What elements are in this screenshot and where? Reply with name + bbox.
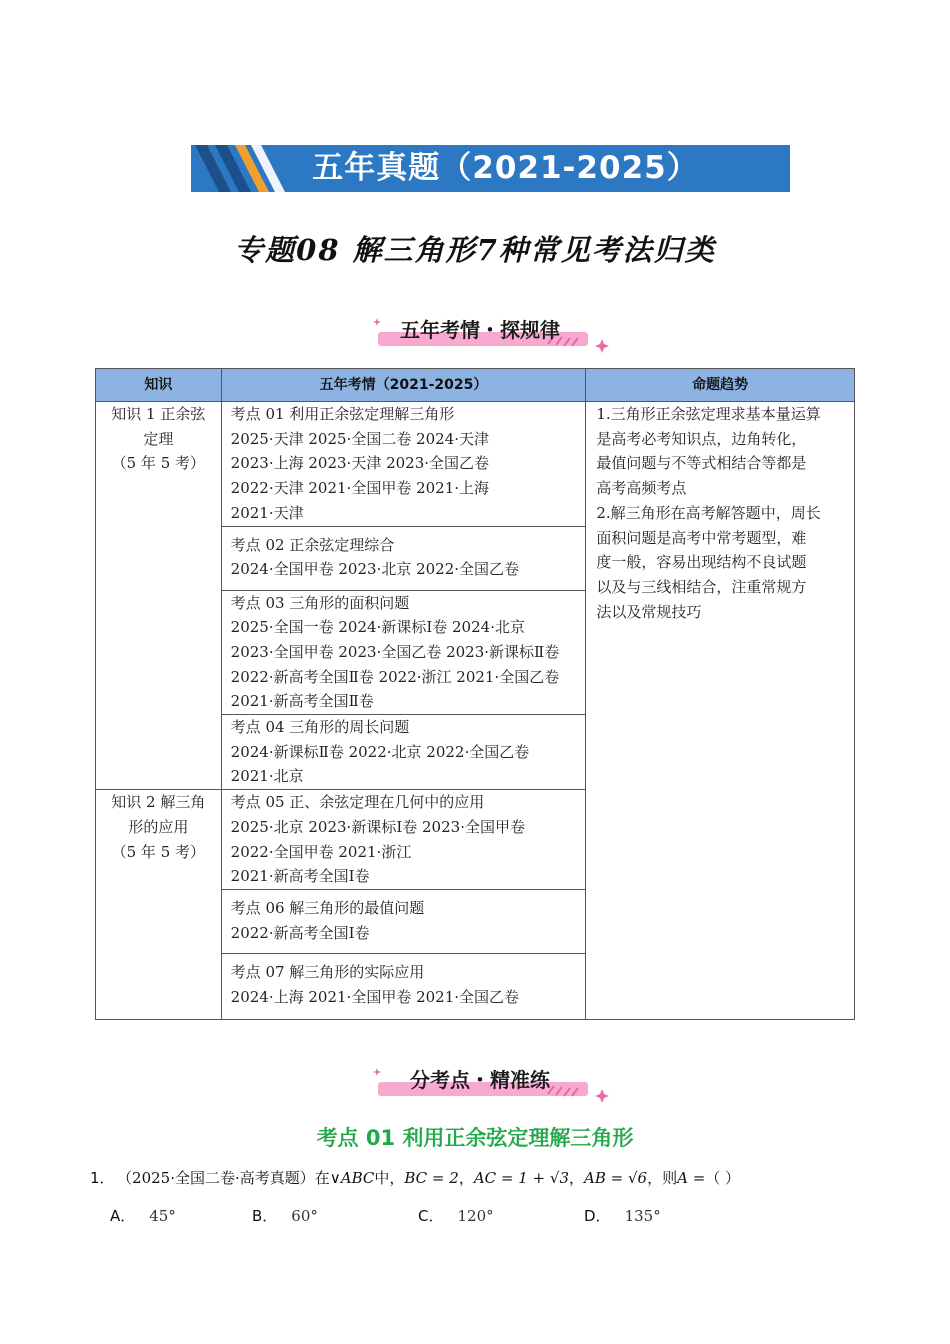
question-text: ， [458, 1169, 474, 1187]
kaodian-cell-05 [221, 790, 586, 890]
answer-blank: （ ） [705, 1169, 741, 1187]
kaodian-cell-01 [221, 402, 586, 527]
page-title: 专题08 解三角形7种常见考法归类 [234, 233, 716, 267]
option-label: C． [418, 1207, 444, 1225]
knowledge-text: 定理 [143, 429, 174, 448]
question-text: ，则 [647, 1169, 678, 1187]
trend-text: 高考高频考点 [596, 479, 687, 498]
kaodian-years: 2025·全国一卷 2024·新课标Ⅰ卷 2024·北京 [230, 618, 525, 637]
trend-text: 面积问题是高考中常考题型，难 [596, 528, 807, 547]
column-header-five-year: 五年考情（2021-2025） [221, 369, 586, 402]
trend-text: 1.三角形正余弦定理求基本量运算 [596, 405, 821, 423]
question-text: 中， [374, 1169, 405, 1187]
option-c[interactable] [418, 1205, 494, 1226]
kaodian-years: 2021·北京 [230, 767, 304, 786]
kaodian-years: 2024·全国甲卷 2023·北京 2022·全国乙卷 [230, 560, 520, 579]
kaodian-years: 2025·天津 2025·全国二卷 2024·天津 [230, 429, 490, 448]
math-triangle: ∨ABC [329, 1169, 375, 1187]
kaodian-years: 2021·新高考全国Ⅰ卷 [230, 867, 370, 886]
math-condition-ab: AB = √6 [584, 1169, 648, 1187]
kaodian-title: 考点 04 三角形的周长问题 [230, 718, 410, 737]
kaodian-cell-04 [221, 715, 586, 790]
trend-text: 是高考必考知识点，边角转化， [596, 429, 807, 448]
option-label: A． [110, 1207, 136, 1225]
section-badge-trend [370, 308, 610, 354]
trend-text: 2.解三角形在高考解答题中，周长 [596, 503, 821, 522]
knowledge-text: 知识 2 解三角 [111, 793, 206, 812]
kaodian-title: 考点 05 正、余弦定理在几何中的应用 [230, 793, 485, 812]
option-value: 45° [149, 1207, 176, 1225]
math-condition-ac: AC = 1 + √3 [473, 1169, 569, 1187]
trend-text: 以及与三线相结合，注重常规方 [596, 577, 807, 596]
kaodian-years: 2023·全国甲卷 2023·全国乙卷 2023·新课标Ⅱ卷 [230, 642, 560, 661]
math-condition-bc: BC = 2 [404, 1169, 459, 1187]
title-banner [191, 145, 790, 192]
kaodian-title: 考点 02 正余弦定理综合 [230, 535, 395, 554]
kaodian-title: 考点 01 利用正余弦定理解三角形 [230, 405, 455, 423]
knowledge-text: （5 年 5 考） [111, 842, 206, 861]
option-value: 120° [457, 1207, 494, 1225]
option-label: B． [252, 1207, 278, 1225]
trend-text: 法以及常规技巧 [596, 602, 702, 621]
kaodian-years: 2025·北京 2023·新课标Ⅰ卷 2023·全国甲卷 [230, 817, 525, 836]
kaodian-years: 2022·新高考全国Ⅱ卷 2022·浙江 2021·全国乙卷 [230, 667, 560, 686]
banner-title: 五年真题（2021-2025） [312, 150, 699, 186]
knowledge-cell-1 [96, 402, 222, 790]
kaodian-years: 2024·上海 2021·全国甲卷 2021·全国乙卷 [230, 987, 520, 1006]
kaodian-years: 2024·新课标Ⅱ卷 2022·北京 2022·全国乙卷 [230, 742, 530, 761]
column-header-trend: 命题趋势 [586, 369, 855, 402]
section-title: 五年考情・探规律 [400, 318, 560, 342]
kaodian-years: 2022·全国甲卷 2021·浙江 [230, 842, 412, 861]
question-1 [90, 1167, 740, 1188]
kaodian-title: 考点 03 三角形的面积问题 [230, 593, 410, 612]
trend-text: 度一般，容易出现结构不良试题 [596, 553, 807, 572]
option-value: 60° [291, 1207, 318, 1225]
trend-cell [586, 402, 855, 1020]
table-header-row [96, 369, 855, 402]
knowledge-text: （5 年 5 考） [111, 454, 206, 473]
option-b[interactable] [252, 1205, 318, 1226]
option-label: D． [584, 1207, 611, 1225]
trend-text: 最值问题与不等式相结合等都是 [596, 454, 807, 473]
knowledge-text: 形的应用 [128, 817, 189, 836]
question-text: ， [569, 1169, 585, 1187]
kaodian-cell-03 [221, 590, 586, 715]
option-d[interactable] [584, 1205, 661, 1226]
exam-overview-table [95, 368, 855, 1020]
section-badge-practice [370, 1058, 610, 1104]
kaodian-title: 考点 07 解三角形的实际应用 [230, 962, 425, 981]
option-a[interactable] [110, 1205, 176, 1226]
option-value: 135° [624, 1207, 661, 1225]
kaodian-cell-06 [221, 889, 586, 953]
question-source: （2025·全国二卷·高考真题）在 [124, 1169, 330, 1187]
table-row [96, 402, 855, 527]
knowledge-text: 知识 1 正余弦 [111, 405, 206, 423]
kaodian-years: 2023·上海 2023·天津 2023·全国乙卷 [230, 454, 490, 473]
kaodian-years: 2021·天津 [230, 503, 304, 522]
kaodian-title: 考点 06 解三角形的最值问题 [230, 898, 425, 917]
column-header-knowledge: 知识 [96, 369, 222, 402]
section-title: 分考点・精准练 [410, 1068, 550, 1092]
kaodian-cell-07 [221, 953, 586, 1019]
kaodian-years: 2021·新高考全国Ⅱ卷 [230, 692, 374, 711]
math-ask: A = [677, 1169, 706, 1187]
question-number: 1． [90, 1169, 115, 1187]
kaodian-years: 2022·新高考全国Ⅰ卷 [230, 923, 370, 942]
kaodian-heading: 考点 01 利用正余弦定理解三角形 [316, 1126, 634, 1150]
kaodian-cell-02 [221, 526, 586, 590]
knowledge-cell-2 [96, 790, 222, 1020]
kaodian-years: 2022·天津 2021·全国甲卷 2021·上海 [230, 479, 490, 498]
